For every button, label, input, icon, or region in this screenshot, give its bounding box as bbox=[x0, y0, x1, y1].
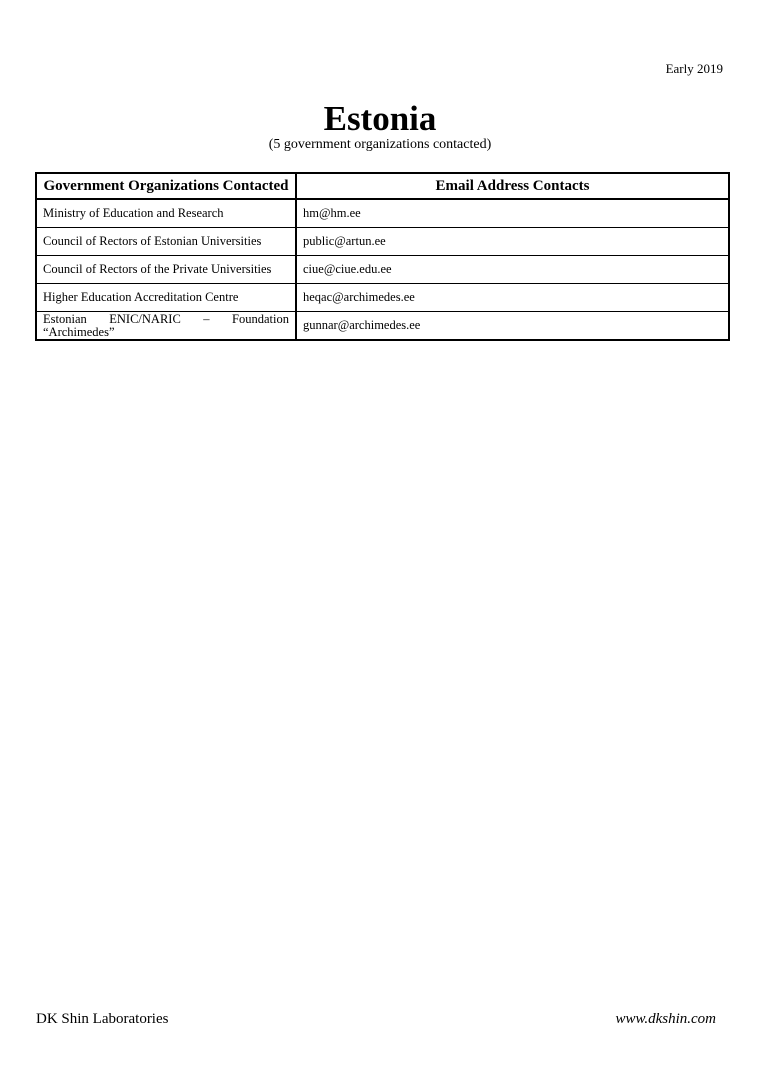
email-cell: ciue@ciue.edu.ee bbox=[296, 256, 729, 284]
organization-cell: Council of Rectors of the Private Universities bbox=[36, 256, 296, 284]
table-row bbox=[36, 284, 729, 312]
organization-cell: Council of Rectors of Estonian Universities bbox=[36, 228, 296, 256]
footer-organization-name: DK Shin Laboratories bbox=[36, 1011, 169, 1027]
email-cell: heqac@archimedes.ee bbox=[296, 284, 729, 312]
organization-cell: Higher Education Accreditation Centre bbox=[36, 284, 296, 312]
table-row bbox=[36, 228, 729, 256]
column-header-organization: Government Organizations Contacted bbox=[36, 173, 296, 199]
table-row bbox=[36, 256, 729, 284]
footer-website: www.dkshin.com bbox=[615, 1011, 716, 1027]
document-date: Early 2019 bbox=[665, 61, 723, 76]
email-cell: hm@hm.ee bbox=[296, 199, 729, 228]
column-header-email: Email Address Contacts bbox=[296, 173, 729, 199]
contacts-table bbox=[35, 172, 730, 341]
organization-cell: Estonian ENIC/NARIC – Foundation “Archimedes” bbox=[36, 312, 296, 341]
page-subtitle: (5 government organizations contacted) bbox=[268, 137, 492, 152]
page-title: Estonia bbox=[323, 99, 437, 138]
table-row bbox=[36, 199, 729, 228]
email-cell: gunnar@archimedes.ee bbox=[296, 312, 729, 341]
email-cell: public@artun.ee bbox=[296, 228, 729, 256]
table-header-row bbox=[36, 173, 729, 199]
table-row bbox=[36, 312, 729, 341]
organization-cell: Ministry of Education and Research bbox=[36, 199, 296, 228]
